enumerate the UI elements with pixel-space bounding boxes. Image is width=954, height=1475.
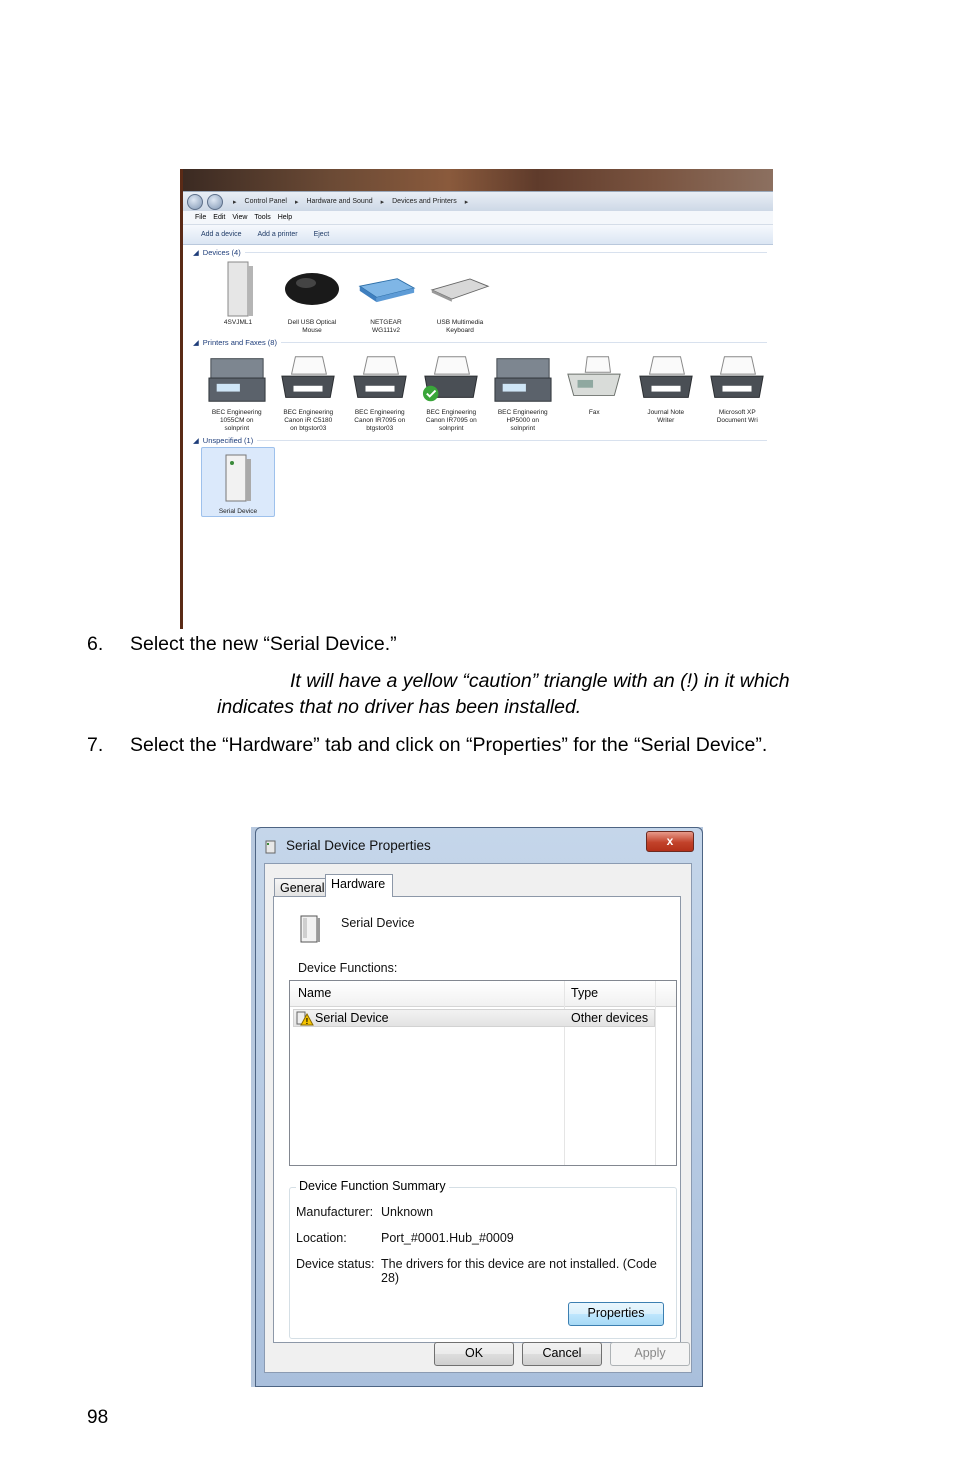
step-text: Select the “Hardware” tab and click on “Properties” for the “Serial Device”.: [130, 734, 768, 756]
section-title: Unspecified (1): [202, 435, 254, 445]
list-header: [290, 981, 676, 1007]
default-printer-icon: [421, 349, 481, 409]
mouse-icon: [282, 259, 342, 319]
serial-device-properties-screenshot: [251, 827, 703, 1387]
printer-item[interactable]: [559, 349, 631, 433]
printer-label: Microsoft XP Document Wri: [716, 409, 758, 424]
printer-label: BEC Engineering Canon iR C5180 on btgstor03: [283, 409, 334, 432]
menu-bar: [183, 211, 773, 225]
summary-title: Device Function Summary: [296, 1179, 449, 1193]
device-item[interactable]: [423, 259, 497, 335]
location-label: Location:: [296, 1231, 347, 1245]
breadcrumb-arrow-icon: ▸: [464, 198, 469, 206]
printer-item[interactable]: [702, 349, 774, 433]
collapse-icon: ◢: [193, 435, 199, 445]
add-printer-button[interactable]: Add a printer: [257, 231, 298, 238]
breadcrumb-arrow-icon: ▸: [380, 198, 385, 206]
printer-item[interactable]: [344, 349, 416, 433]
breadcrumb-item-hardware[interactable]: Hardware and Sound: [306, 198, 373, 205]
breadcrumb: [233, 198, 468, 206]
printer-icon: [636, 349, 696, 409]
location-value: Port_#0001.Hub_#0009: [381, 1231, 514, 1245]
printer-item[interactable]: [416, 349, 488, 433]
close-button[interactable]: [646, 831, 694, 852]
device-label: 4SVJML1: [223, 319, 253, 326]
unspecified-section-header[interactable]: [183, 433, 773, 447]
device-functions-label: Device Functions:: [298, 961, 398, 975]
collapse-icon: ◢: [193, 247, 199, 257]
serial-device-icon: [208, 448, 268, 508]
printer-label: BEC Engineering Canon IR7095 on solnprint: [425, 409, 477, 432]
hardware-tab-panel: [273, 896, 681, 1343]
command-toolbar: [183, 225, 773, 245]
keyboard-icon: [430, 259, 490, 319]
device-item[interactable]: [201, 259, 275, 335]
unspecified-list: [183, 447, 773, 517]
network-adapter-icon: [356, 259, 416, 319]
device-label: USB Multimedia Keyboard: [436, 319, 484, 334]
column-name[interactable]: Name: [298, 986, 332, 1000]
serial-device-icon: [265, 840, 277, 854]
printer-label: Fax: [588, 409, 600, 416]
apply-button[interactable]: Apply: [610, 1342, 690, 1366]
printer-label: BEC Engineering HP5000 on solnprint: [497, 409, 548, 432]
tab-general[interactable]: General: [274, 878, 326, 897]
printers-section-header[interactable]: [183, 335, 773, 349]
printer-item[interactable]: [273, 349, 345, 433]
row-type: Other devices: [571, 1011, 649, 1025]
device-item[interactable]: [349, 259, 423, 335]
multifunction-printer-icon: [207, 349, 267, 409]
menu-tools[interactable]: Tools: [254, 214, 271, 221]
step-text: Select the new “Serial Device.”: [130, 633, 397, 655]
row-name: Serial Device: [315, 1011, 389, 1025]
step-number: 7.: [87, 734, 104, 756]
devices-and-printers-screenshot: [180, 169, 773, 629]
menu-view[interactable]: View: [232, 214, 248, 221]
column-divider: [655, 981, 656, 1165]
fax-icon: [564, 349, 624, 409]
manufacturer-value: Unknown: [381, 1205, 434, 1219]
device-function-summary: [289, 1179, 677, 1339]
manufacturer-label: Manufacturer:: [296, 1205, 374, 1219]
eject-button[interactable]: Eject: [313, 231, 330, 238]
divider: [245, 252, 767, 253]
status-value: The drivers for this device are not installed. (Code 28): [381, 1257, 657, 1285]
printers-list: [183, 349, 773, 433]
printer-icon: [707, 349, 767, 409]
table-row[interactable]: [293, 1009, 655, 1027]
back-icon[interactable]: [187, 194, 203, 210]
address-bar[interactable]: [183, 191, 773, 211]
svg-text:!: !: [305, 1017, 309, 1026]
printer-item[interactable]: [630, 349, 702, 433]
printer-icon: [350, 349, 410, 409]
menu-help[interactable]: Help: [277, 214, 293, 221]
step-number: 6.: [87, 633, 104, 655]
section-title: Devices (4): [202, 247, 241, 257]
printer-icon: [278, 349, 338, 409]
multifunction-printer-icon: [493, 349, 553, 409]
device-name: Serial Device: [341, 916, 415, 930]
add-device-button[interactable]: Add a device: [201, 231, 242, 238]
divider: [257, 440, 767, 441]
tab-hardware[interactable]: Hardware: [325, 874, 393, 897]
page-number: 98: [87, 1407, 109, 1428]
breadcrumb-item-devices[interactable]: Devices and Printers: [392, 198, 457, 205]
printer-label: BEC Engineering 1055CM on solnprint: [211, 409, 262, 432]
breadcrumb-arrow-icon: ▸: [294, 198, 299, 206]
divider: [281, 342, 767, 343]
device-label: NETGEAR WG111v2: [370, 319, 402, 334]
devices-list: [183, 259, 773, 335]
warning-icon: [296, 1011, 314, 1026]
window-titlebar: [183, 169, 773, 211]
step-6: [87, 633, 397, 656]
cancel-button[interactable]: Cancel: [522, 1342, 602, 1366]
serial-device-icon: [298, 913, 322, 945]
breadcrumb-item-control-panel[interactable]: Control Panel: [244, 198, 287, 205]
properties-dialog: [255, 827, 703, 1387]
collapse-icon: ◢: [193, 337, 199, 347]
printer-label: Journal Note Writer: [647, 409, 685, 424]
ok-button[interactable]: OK: [434, 1342, 514, 1366]
computer-tower-icon: [208, 259, 268, 319]
step-7: [87, 734, 767, 757]
unspecified-device-item[interactable]: [201, 447, 275, 517]
devices-section-header[interactable]: [183, 245, 773, 259]
printer-item[interactable]: [487, 349, 559, 433]
unspecified-device-label: Serial Device: [218, 508, 258, 515]
section-title: Printers and Faxes (8): [202, 337, 277, 347]
close-icon: x: [666, 834, 674, 848]
menu-file[interactable]: File: [195, 214, 207, 221]
note-line-2: indicates that no driver has been installed.: [217, 696, 582, 718]
dialog-title: Serial Device Properties: [286, 838, 431, 853]
menu-edit[interactable]: Edit: [213, 214, 226, 221]
printer-item[interactable]: [201, 349, 273, 433]
device-functions-list[interactable]: [289, 980, 677, 1166]
breadcrumb-arrow-icon: ▸: [233, 198, 237, 206]
device-item[interactable]: [275, 259, 349, 335]
note-line-1: It will have a yellow “caution” triangle with an (!) in it which: [290, 670, 790, 692]
status-label: Device status:: [296, 1257, 375, 1271]
properties-button[interactable]: Properties: [568, 1302, 664, 1326]
forward-icon[interactable]: [207, 194, 223, 210]
device-label: Dell USB Optical Mouse: [287, 319, 337, 334]
printer-label: BEC Engineering Canon IR7095 on btgstor03: [354, 409, 406, 432]
column-type[interactable]: Type: [571, 986, 599, 1000]
dialog-body: [264, 863, 692, 1373]
